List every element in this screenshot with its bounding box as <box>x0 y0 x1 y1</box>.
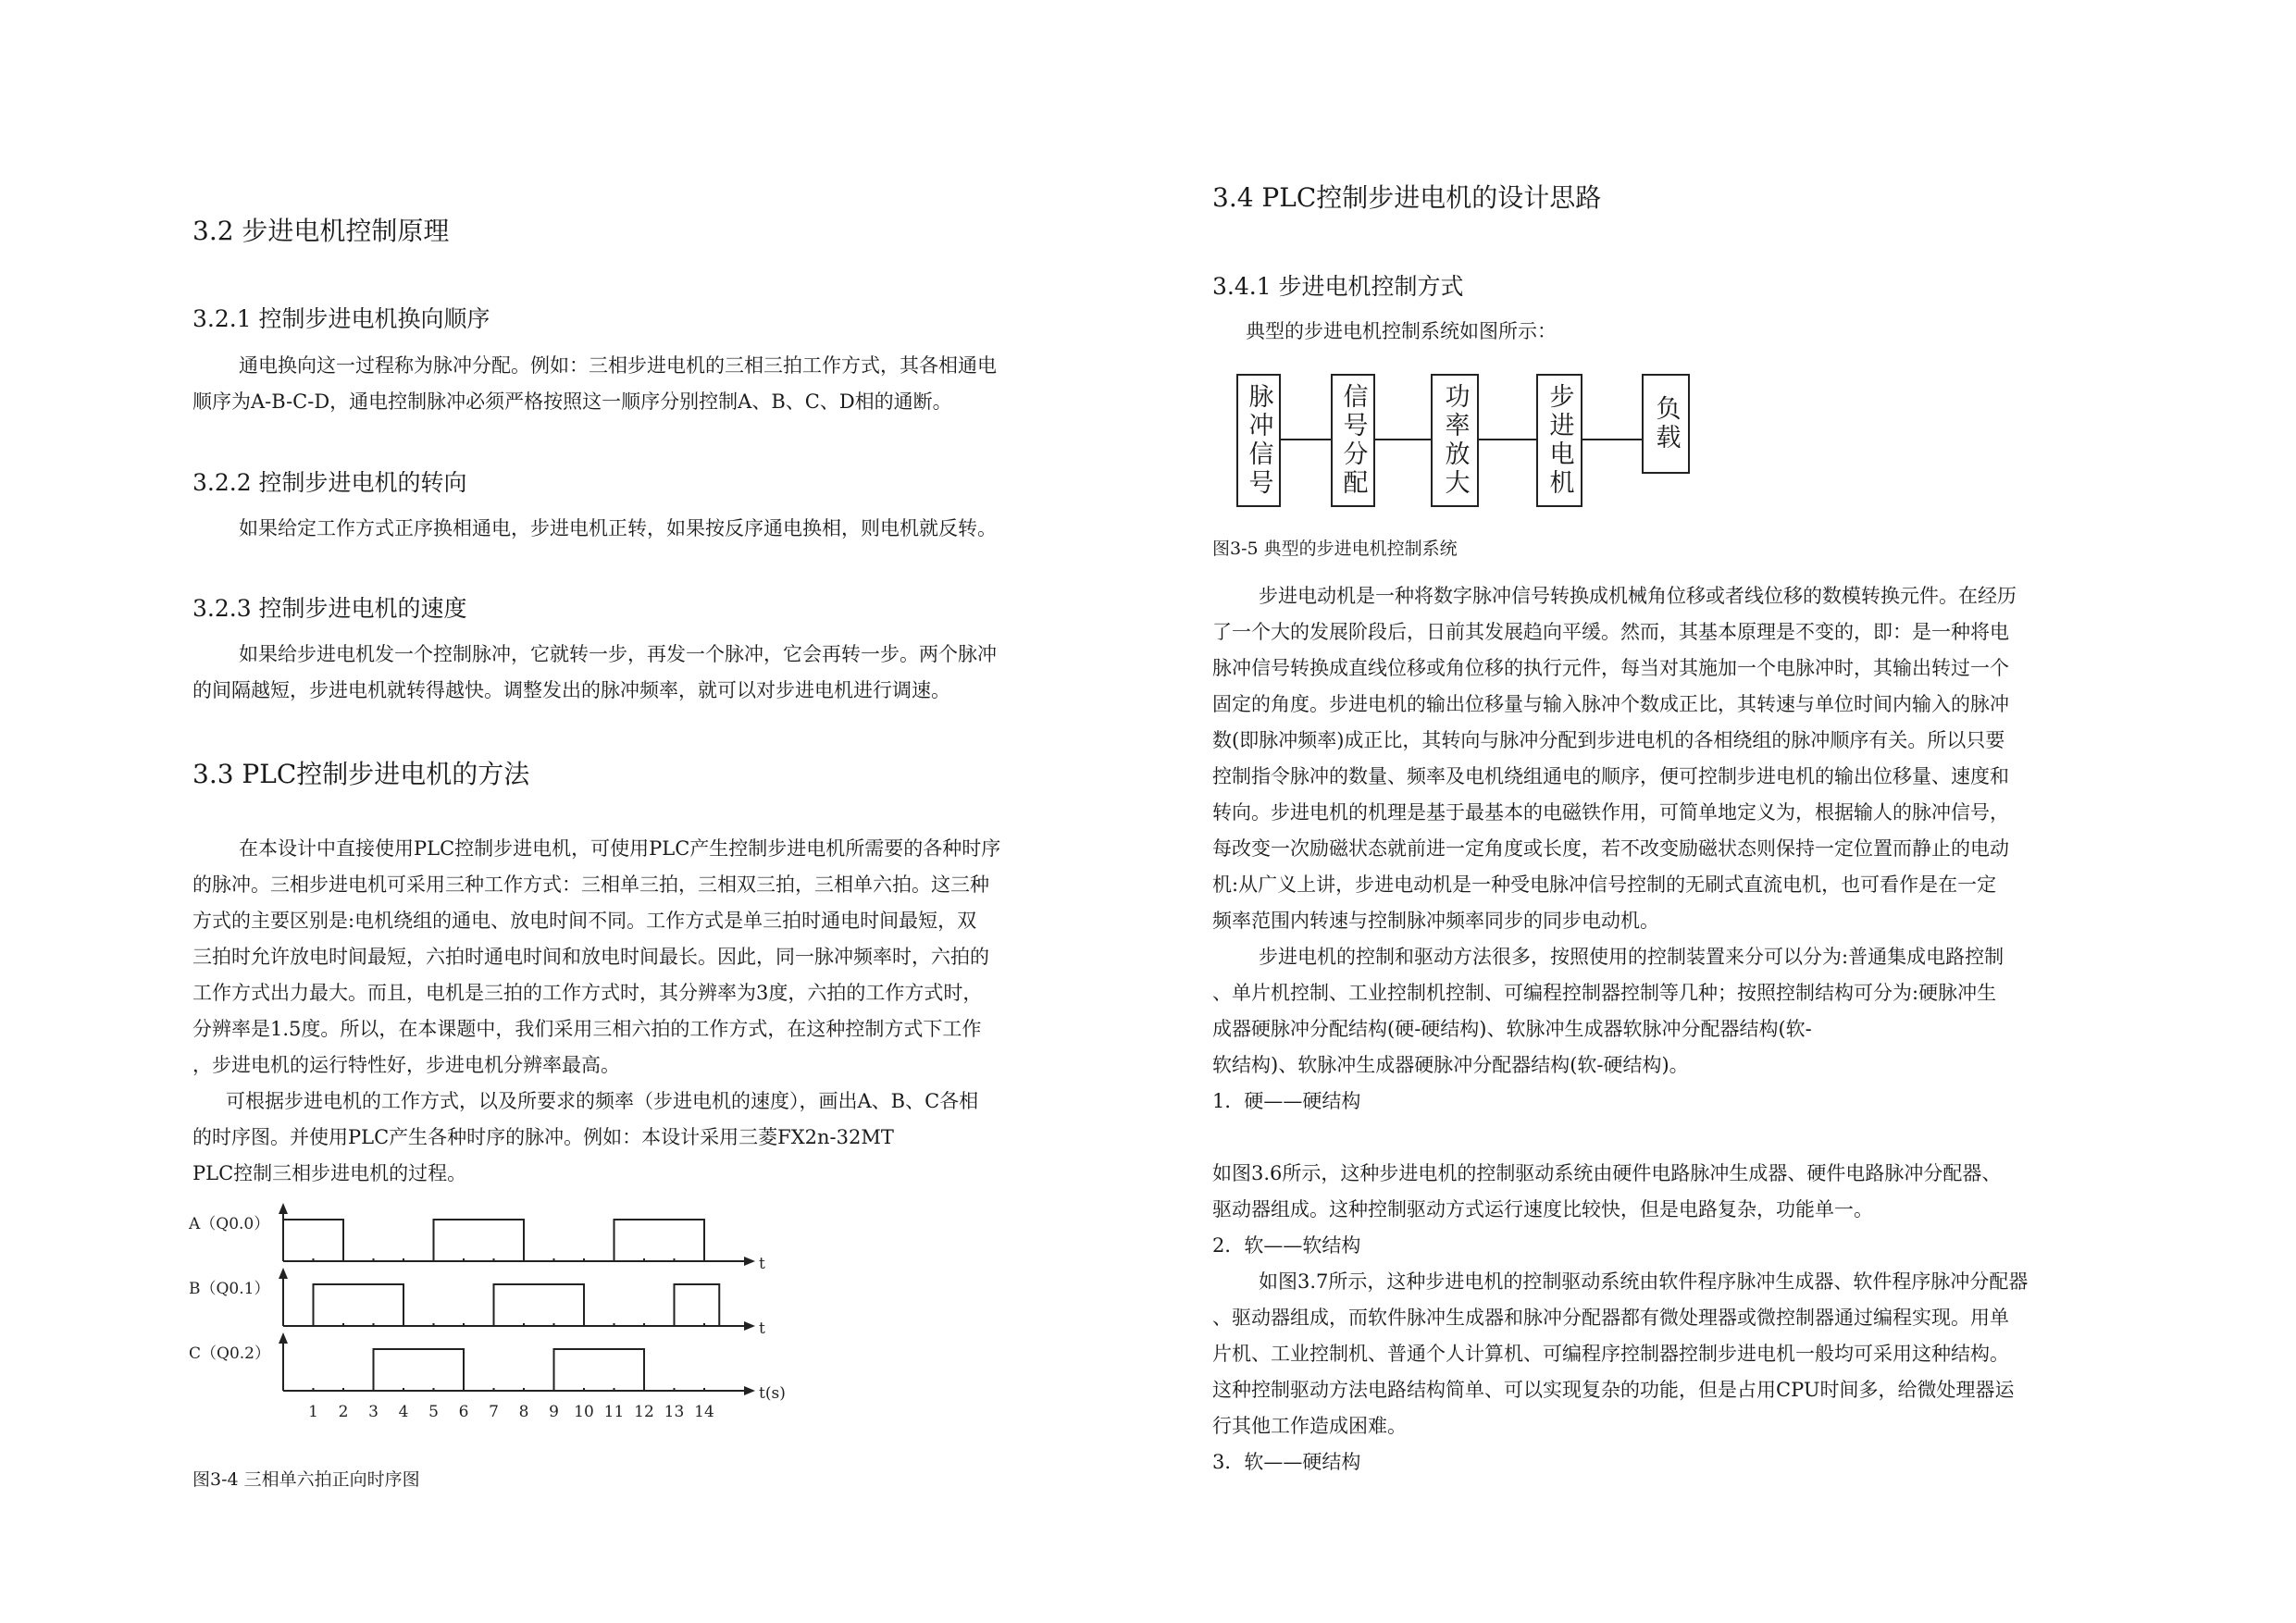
text-line: 顺序为A-B-C-D，通电控制脉冲必须严格按照这一顺序分别控制A、B、C、D相的通断。 <box>192 390 952 413</box>
text-line: 方式的主要区别是:电机绕组的通电、放电时间不同。工作方式是单三拍时通电时间最短，双 <box>192 910 977 932</box>
text-line: 如图3.7所示，这种步进电机的控制驱动系统由软件程序脉冲生成器、软件程序脉冲分配器 <box>1259 1270 2029 1293</box>
section-3-2-2-title: 3.2.2 控制步进电机的转向 <box>192 469 467 496</box>
block-label: 步进电机 <box>1545 383 1574 498</box>
text-line: 固定的角度。步进电机的输出位移量与输入脉冲个数成正比，其转速与单位时间内输入的脉冲 <box>1212 693 2009 715</box>
text-line: 脉冲信号转换成直线位移或角位移的执行元件，每当对其施加一个电脉冲时，其输出转过一个 <box>1212 657 2009 679</box>
pulse-b <box>314 1284 404 1326</box>
text-line: 如图3.6所示，这种步进电机的控制驱动系统由硬件电路脉冲生成器、硬件电路脉冲分配器、 <box>1212 1162 2002 1184</box>
section-3-4-title: 3.4 PLC控制步进电机的设计思路 <box>1212 182 1602 213</box>
tick-label: 3 <box>368 1403 379 1421</box>
tick-label: 4 <box>398 1403 409 1421</box>
paragraph-1 <box>1212 578 2179 1120</box>
tick-label: 13 <box>664 1403 685 1421</box>
tick-label: 5 <box>428 1403 439 1421</box>
text-line: 步进电动机是一种将数字脉冲信号转换成机械角位移或者线位移的数模转换元件。在经历 <box>1259 585 2017 607</box>
text-line: 的间隔越短，步进电机就转得越快。调整发出的脉冲频率，就可以对步进电机进行调速。 <box>192 679 950 701</box>
section-3-3-text <box>192 831 1155 1084</box>
time-axis-arrow <box>744 1321 755 1331</box>
pulse-a <box>614 1220 705 1261</box>
tick-label: 9 <box>549 1403 559 1421</box>
text-line: PLC控制三相步进电机的过程。 <box>192 1162 467 1184</box>
pulse-b <box>675 1284 720 1326</box>
section-3-3-title: 3.3 PLC控制步进电机的方法 <box>192 759 530 789</box>
text-line: 可根据步进电机的工作方式，以及所要求的频率（步进电机的速度），画出A、B、C各相 <box>226 1090 979 1112</box>
y-axis-arrow <box>279 1332 288 1344</box>
time-axis-label: t(s) <box>759 1384 786 1403</box>
block-power-amplifier <box>1431 374 1479 507</box>
section-3-2-3-title: 3.2.3 控制步进电机的速度 <box>192 595 467 622</box>
tick-label: 1 <box>308 1403 318 1421</box>
tick-label: 2 <box>338 1403 349 1421</box>
list-item-soft-soft: 2．软——软结构 <box>1212 1234 1361 1257</box>
text-line: 机:从广义上讲，步进电动机是一种受电脉冲信号控制的无刷式直流电机，也可看作是在一定 <box>1212 873 1997 896</box>
block-stepper-motor <box>1536 374 1582 507</box>
text-line: 控制指令脉冲的数量、频率及电机绕组通电的顺序，便可控制步进电机的输出位移量、速度和 <box>1212 765 2009 787</box>
connector-line <box>1279 439 1331 440</box>
tick-label: 10 <box>574 1403 594 1421</box>
list-item-hard-hard: 1．硬——硬结构 <box>1212 1090 1361 1112</box>
section-3-2-1-text <box>192 348 1155 420</box>
time-axis-label: t <box>759 1255 765 1273</box>
text-line: 通电换向这一过程称为脉冲分配。例如：三相步进电机的三相三拍工作方式，其各相通电 <box>239 354 997 377</box>
text-line: 的脉冲。三相步进电机可采用三种工作方式：三相单三拍，三相双三拍，三相单六拍。这三种 <box>192 873 989 896</box>
tick-label: 8 <box>518 1403 529 1421</box>
pulse-a <box>283 1220 343 1261</box>
time-axis-arrow <box>744 1257 755 1266</box>
text-line: 在本设计中直接使用PLC控制步进电机，可使用PLC产生控制步进电机所需要的各种时序 <box>239 837 1001 860</box>
row-label-a: A（Q0.0） <box>189 1215 270 1233</box>
connector-line <box>1477 439 1536 440</box>
tick-label: 11 <box>603 1403 625 1421</box>
tick-label: 7 <box>489 1403 499 1421</box>
text-line: 如果给定工作方式正序换相通电，步进电机正转，如果按反序通电换相，则电机就反转。 <box>239 517 997 539</box>
tick-label: 6 <box>458 1403 469 1421</box>
figure-3-4-caption: 图3-4 三相单六拍正向时序图 <box>192 1469 420 1490</box>
text-line: 频率范围内转速与控制脉冲频率同步的同步电动机。 <box>1212 910 1659 932</box>
pulse-b <box>494 1284 585 1326</box>
text-line: 这种控制驱动方法电路结构简单、可以实现复杂的功能，但是占用CPU时间多，给微处理器运 <box>1212 1379 2015 1401</box>
text-line: 、驱动器组成，而软件脉冲生成器和脉冲分配器都有微处理器或微控制器通过编程实现。用单 <box>1212 1307 2009 1329</box>
text-line: 成器硬脉冲分配结构(硬-硬结构)、软脉冲生成器软脉冲分配器结构(软- <box>1212 1018 1812 1040</box>
pulse-a <box>434 1220 525 1261</box>
text-line: 工作方式出力最大。而且，电机是三拍的工作方式时，其分辨率为3度，六拍的工作方式时， <box>192 982 983 1004</box>
text-line: 的时序图。并使用PLC产生各种时序的脉冲。例如：本设计采用三菱FX2n-32MT <box>192 1126 894 1148</box>
section-3-2-3-text <box>192 637 1155 709</box>
connector-line <box>1581 439 1642 440</box>
block-signal-distribution <box>1331 374 1375 507</box>
tick-label: 14 <box>694 1403 714 1421</box>
block-label: 功率放大 <box>1440 383 1470 498</box>
tick-label: 12 <box>634 1403 654 1421</box>
text-line: 转向。步进电机的机理是基于最基本的电磁铁作用，可简单地定义为，根据输人的脉冲信号， <box>1212 801 2009 824</box>
text-line: 分辨率是1.5度。所以，在本课题中，我们采用三相六拍的工作方式，在这种控制方式下工作 <box>192 1018 982 1040</box>
section-3-2-2-text <box>192 511 1155 547</box>
intro-wrap <box>1212 314 1557 350</box>
block-label: 负载 <box>1651 395 1681 452</box>
text-line: 软结构)、软脉冲生成器硬脉冲分配器结构(软-硬结构)。 <box>1212 1054 1689 1076</box>
section-3-3-text2 <box>192 1084 1155 1192</box>
pulse-c <box>374 1349 465 1391</box>
intro-text: 典型的步进电机控制系统如图所示： <box>1246 320 1557 342</box>
pulse-c <box>554 1349 645 1391</box>
text-line: 行其他工作造成困难。 <box>1212 1415 1407 1437</box>
text-line: 数(即脉冲频率)成正比，其转向与脉冲分配到步进电机的各相绕组的脉冲顺序有关。所以只要 <box>1212 729 2005 751</box>
y-axis-arrow <box>279 1203 288 1214</box>
time-axis-label: t <box>759 1319 765 1338</box>
timing-diagram <box>185 1194 796 1462</box>
section-3-2-1-title: 3.2.1 控制步进电机换向顺序 <box>192 305 490 332</box>
connector-line <box>1373 439 1431 440</box>
y-axis-arrow <box>279 1268 288 1279</box>
text-line: 、单片机控制、工业控制机控制、可编程控制器控制等几种；按照控制结构可分为:硬脉冲生 <box>1212 982 1997 1004</box>
block-pulse-signal <box>1236 374 1281 507</box>
section-3-2-title: 3.2 步进电机控制原理 <box>192 216 450 246</box>
block-label: 信号分配 <box>1338 383 1368 498</box>
figure-3-5-caption: 图3-5 典型的步进电机控制系统 <box>1212 539 1458 559</box>
text-line: 片机、工业控制机、普通个人计算机、可编程序控制器控制步进电机一般均可采用这种结构。 <box>1212 1343 2009 1365</box>
text-line: ，步进电机的运行特性好，步进电机分辨率最高。 <box>192 1054 620 1076</box>
text-line: 驱动器组成。这种控制驱动方式运行速度比较快，但是电路复杂，功能单一。 <box>1212 1198 1873 1220</box>
text-line: 了一个大的发展阶段后，日前其发展趋向平缓。然而，其基本原理是不变的，即：是一种将电 <box>1212 621 2009 643</box>
list-item-soft-hard: 3．软——硬结构 <box>1212 1451 1361 1473</box>
text-line: 每改变一次励磁状态就前进一定角度或长度，若不改变励磁状态则保持一定位置而静止的电动 <box>1212 837 2009 860</box>
text-line: 三拍时允许放电时间最短，六拍时通电时间和放电时间最长。因此，同一脉冲频率时，六拍的 <box>192 946 989 968</box>
row-label-c: C（Q0.2） <box>189 1344 270 1363</box>
row-label-b: B（Q0.1） <box>189 1280 270 1298</box>
paragraph-3 <box>1212 1156 2179 1481</box>
text-line: 步进电机的控制和驱动方法很多，按照使用的控制装置来分可以分为:普通集成电路控制 <box>1259 946 2004 968</box>
text-line: 如果给步进电机发一个控制脉冲，它就转一步，再发一个脉冲，它会再转一步。两个脉冲 <box>239 643 997 665</box>
block-load <box>1642 374 1690 474</box>
block-label: 脉冲信号 <box>1244 383 1273 498</box>
section-3-4-1-title: 3.4.1 步进电机控制方式 <box>1212 273 1464 300</box>
time-axis-arrow <box>744 1386 755 1395</box>
